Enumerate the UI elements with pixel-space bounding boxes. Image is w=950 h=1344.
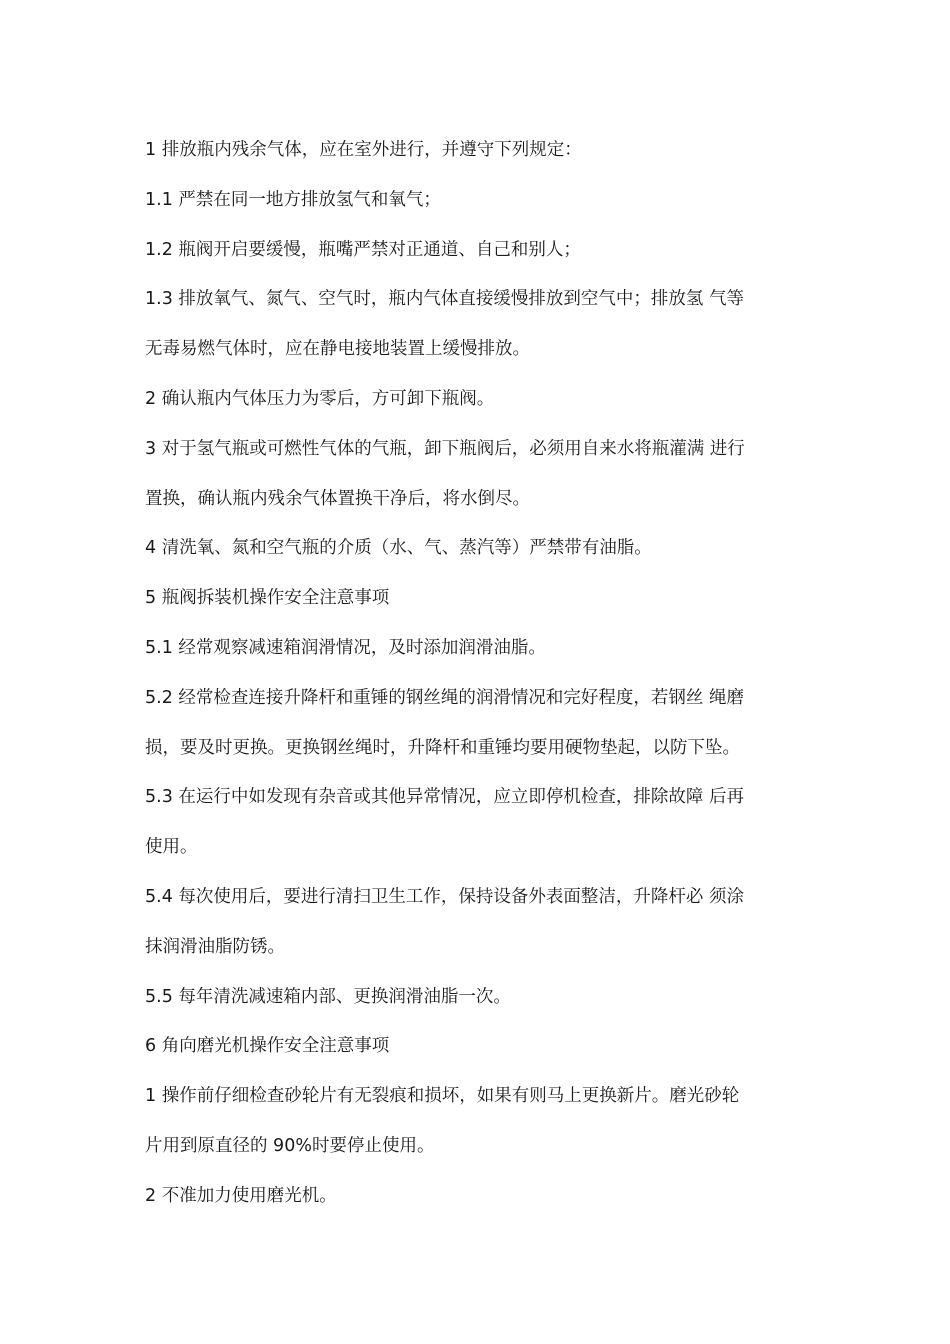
text-line: 1.2 瓶阀开启要缓慢，瓶嘴严禁对正通道、自己和别人； xyxy=(145,239,581,260)
text-line: 4 清洗氧、氮和空气瓶的介质（水、气、蒸汽等）严禁带有油脂。 xyxy=(145,538,652,559)
text-line: 抹润滑油脂防锈。 xyxy=(145,936,285,957)
text-line: 损，要及时更换。更换钢丝绳时，升降杆和重锤均要用硬物垫起，以防下坠。 xyxy=(145,737,740,758)
text-line: 无毒易燃气体时，应在静电接地装置上缓慢排放。 xyxy=(145,339,530,360)
text-line: 5.2 经常检查连接升降杆和重锤的钢丝绳的润滑情况和完好程度，若钢丝 绳磨 xyxy=(145,687,744,708)
text-line: 1.3 排放氧气、氮气、空气时，瓶内气体直接缓慢排放到空气中；排放氢 气等 xyxy=(145,289,744,310)
section-heading: 5 瓶阀拆装机操作安全注意事项 xyxy=(145,588,390,609)
text-line: 5.5 每年清洗减速箱内部、更换润滑油脂一次。 xyxy=(145,986,511,1007)
section-heading: 6 角向磨光机操作安全注意事项 xyxy=(145,1036,390,1057)
text-line: 片用到原直径的 90%时要停止使用。 xyxy=(145,1135,435,1156)
document-body xyxy=(145,126,813,1222)
text-line: 1 排放瓶内残余气体，应在室外进行，并遵守下列规定： xyxy=(145,140,582,160)
text-line: 1.1 严禁在同一地方排放氢气和氧气； xyxy=(145,189,441,210)
text-line: 3 对于氢气瓶或可燃性气体的气瓶，卸下瓶阀后，必须用自来水将瓶灌满 进行 xyxy=(145,438,745,459)
text-line: 使用。 xyxy=(145,837,198,858)
text-line: 2 确认瓶内气体压力为零后，方可卸下瓶阀。 xyxy=(145,388,495,409)
text-line: 5.1 经常观察减速箱润滑情况，及时添加润滑油脂。 xyxy=(145,637,546,658)
text-line: 1 操作前仔细检查砂轮片有无裂痕和损坏，如果有则马上更换新片。磨光砂轮 xyxy=(145,1086,740,1107)
text-line: 5.3 在运行中如发现有杂音或其他异常情况，应立即停机检查，排除故障 后再 xyxy=(145,787,744,808)
text-line: 置换，确认瓶内残余气体置换干净后，将水倒尽。 xyxy=(145,488,530,509)
text-line: 5.4 每次使用后，要进行清扫卫生工作，保持设备外表面整洁，升降杆必 须涂 xyxy=(145,886,744,907)
text-line: 2 不准加力使用磨光机。 xyxy=(145,1185,337,1206)
